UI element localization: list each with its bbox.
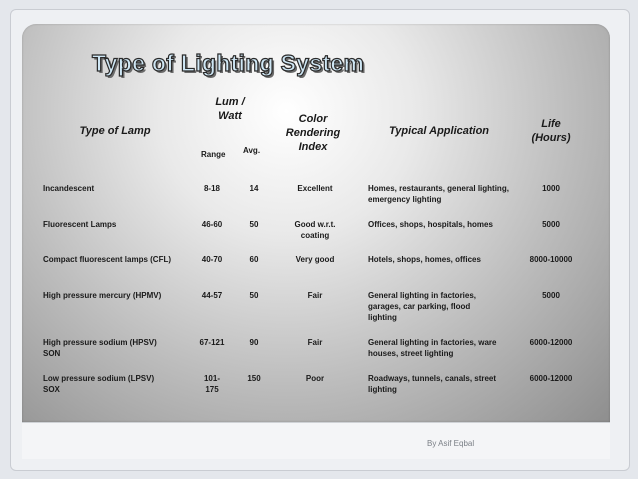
cell-range: 40-70 [201,255,223,264]
cell-application: Homes, restaurants, general lighting, emergency lighting [368,184,509,204]
cell-application: Roadways, tunnels, canals, street lighting [368,374,497,394]
cell-range: 8-18 [203,184,220,193]
header-typical-application: Typical Application [388,125,490,137]
cell-life: 6000-12000 [529,338,573,347]
cell-cri: Excellent [297,184,333,193]
author-credit: By Asif Eqbal [427,439,475,448]
header-life-hours: Life (Hours) [531,118,571,144]
cell-cri: Fair [307,291,323,300]
cell-lamp: High pressure sodium (HPSV) SON [43,338,157,358]
slide-title: Type of Lighting System [92,50,365,76]
cell-cri: Very good [295,255,335,264]
cell-cri: Fair [307,338,323,347]
cell-avg: 90 [249,338,259,347]
cell-lamp: Fluorescent Lamps [43,220,117,229]
header-avg: Avg. [243,146,261,155]
slide-footer [22,422,610,459]
cell-application: Offices, shops, hospitals, homes [368,220,493,229]
cell-range: 44-57 [201,291,223,300]
cell-life: 1000 [542,184,560,193]
cell-range: 67-121 [199,338,225,347]
cell-avg: 150 [247,374,261,383]
cell-lamp: Incandescent [43,184,95,193]
cell-avg: 14 [249,184,259,193]
cell-life: 8000-10000 [529,255,573,264]
cell-application: General lighting in factories, ware houses, street lighting [368,338,497,358]
header-type-of-lamp: Type of Lamp [79,125,151,137]
cell-avg: 50 [249,220,259,229]
header-lum-watt: Lum / Watt [215,96,245,122]
cell-lamp: Compact fluorescent lamps (CFL) [43,255,172,264]
cell-lamp: High pressure mercury (HPMV) [43,291,162,300]
cell-range: 46-60 [201,220,223,229]
cell-life: 5000 [542,220,560,229]
cell-cri: Good w.r.t. coating [294,220,336,240]
cell-application: Hotels, shops, homes, offices [368,255,481,264]
header-color-rendering-index: Color Rendering Index [285,113,341,153]
cell-application: General lighting in factories, garages, car parking, flood lighting [368,291,477,322]
cell-lamp: Low pressure sodium (LPSV) SOX [43,374,155,394]
cell-range: 101-175 [203,374,220,394]
cell-life: 5000 [542,291,560,300]
cell-life: 6000-12000 [529,374,573,383]
cell-cri: Poor [305,374,325,383]
header-range: Range [201,150,226,159]
cell-avg: 60 [249,255,259,264]
cell-avg: 50 [249,291,259,300]
